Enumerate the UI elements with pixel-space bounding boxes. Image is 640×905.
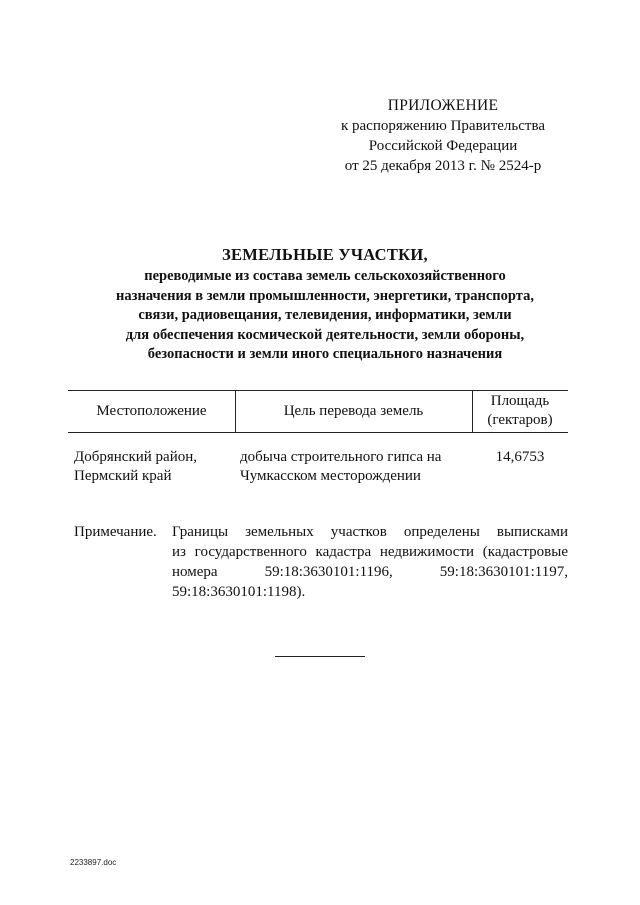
header-purpose xyxy=(235,390,472,432)
note-label: Примечание. xyxy=(74,524,157,540)
purpose-line-2: Чумкасском месторождении xyxy=(240,468,421,484)
title-line-5: безопасности и земли иного специального назначения xyxy=(147,346,503,362)
note-line-3: номера 59:18:3630101:1196, 59:18:3630101:1197, xyxy=(172,564,568,580)
appendix-line-1: к распоряжению Правительства xyxy=(340,118,545,134)
title-line-3: связи, радиовещания, телевидения, информатики, земли xyxy=(138,307,512,323)
table-row-location xyxy=(74,448,234,486)
appendix-line-2: Российской Федерации xyxy=(368,138,518,154)
document-title xyxy=(60,243,590,365)
table-row-purpose xyxy=(240,448,470,486)
title-line-1: переводимые из состава земель сельскохозяйственного xyxy=(144,268,506,284)
appendix-title: ПРИЛОЖЕНИЕ xyxy=(387,97,499,114)
table-header-rule xyxy=(68,432,568,433)
header-location xyxy=(68,390,235,432)
appendix-block xyxy=(318,96,568,176)
location-line-2: Пермский край xyxy=(74,468,172,484)
title-line-4: для обеспечения космической деятельности, земли обороны, xyxy=(125,326,525,343)
header-area-unit: (гектаров) xyxy=(487,412,553,428)
note-line-2: из государственного кадастра недвижимости (кадастровые xyxy=(172,544,568,560)
end-separator-line xyxy=(275,656,365,657)
appendix-line-3: от 25 декабря 2013 г. № 2524-р xyxy=(344,158,542,174)
title-main: ЗЕМЕЛЬНЫЕ УЧАСТКИ, xyxy=(221,245,428,264)
table-row-area: 14,6753 xyxy=(495,449,545,465)
title-line-2: назначения в земли промышленности, энергетики, транспорта, xyxy=(116,287,534,304)
footer-file-name: 2233897.doc xyxy=(70,858,117,867)
header-area-label: Площадь xyxy=(490,393,550,409)
purpose-line-1: добыча строительного гипса на xyxy=(240,449,442,465)
header-purpose-label: Цель перевода земель xyxy=(283,402,424,419)
header-area xyxy=(472,390,568,432)
note-text xyxy=(172,522,568,602)
note-line-1: Границы земельных участков определены выписками xyxy=(172,524,568,540)
note-line-4: 59:18:3630101:1198). xyxy=(172,584,306,600)
location-line-1: Добрянский район, xyxy=(74,449,198,465)
header-location-label: Местоположение xyxy=(96,402,207,419)
